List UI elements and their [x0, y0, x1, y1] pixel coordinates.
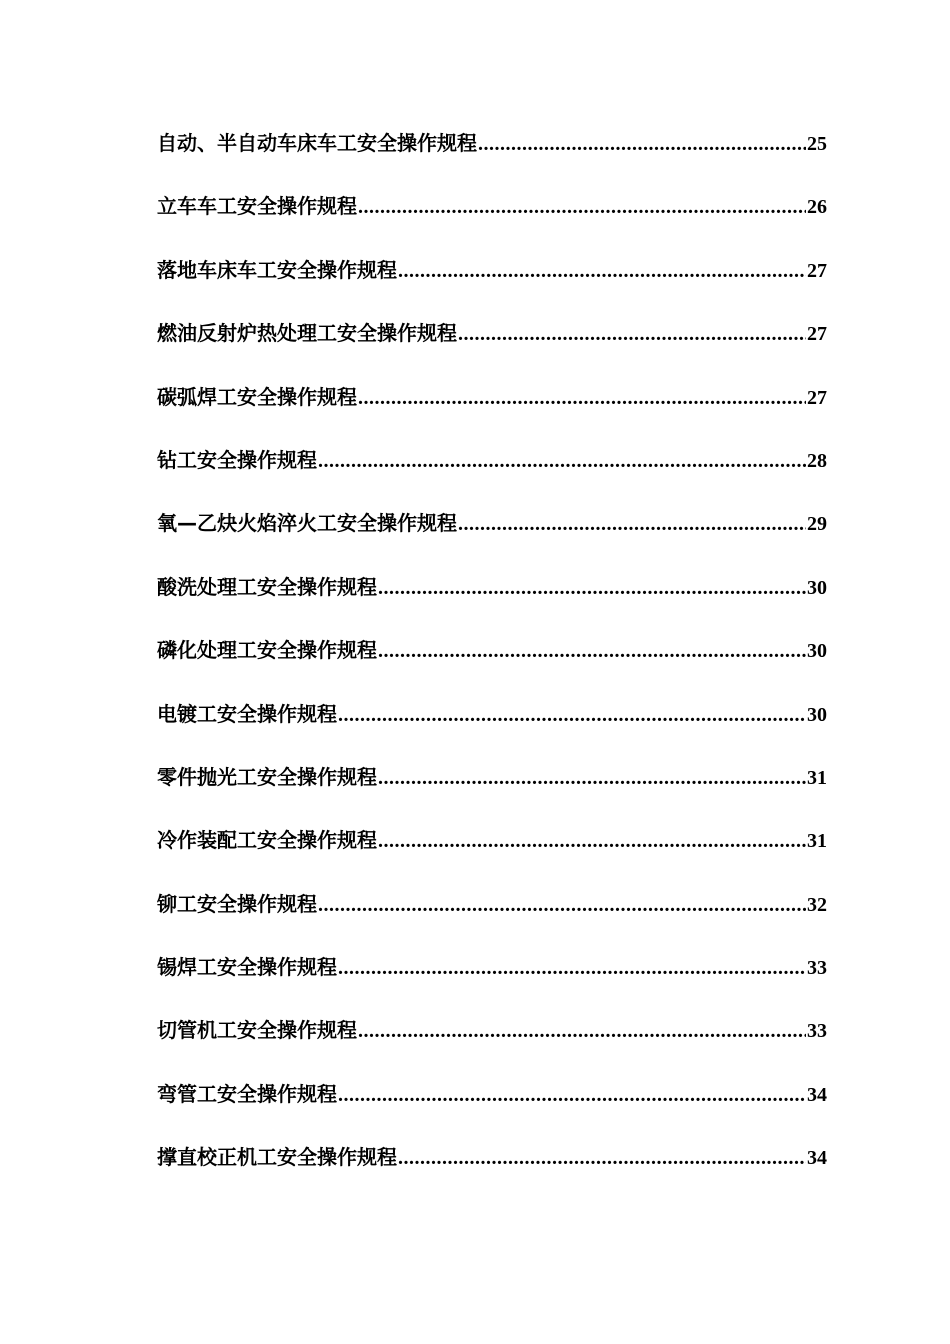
toc-entry-page: 27: [807, 386, 827, 409]
toc-dot-leader: [458, 323, 806, 346]
toc-entry-page: 27: [807, 259, 827, 282]
toc-entry-title: 碳弧焊工安全操作规程: [157, 384, 357, 409]
toc-entry-page: 31: [807, 830, 827, 853]
toc-entry-title: 零件抛光工安全操作规程: [157, 764, 377, 789]
toc-entry-title: 磷化处理工安全操作规程: [157, 638, 377, 663]
toc-dot-leader: [458, 513, 806, 536]
toc-entry-page: 34: [807, 1083, 827, 1106]
toc-entry-page: 30: [807, 640, 827, 663]
toc-entry[interactable]: [157, 1078, 827, 1141]
toc-dot-leader: [398, 1147, 806, 1170]
toc-entry[interactable]: [157, 127, 827, 190]
toc-entry-title: 氧—乙炔火焰淬火工安全操作规程: [157, 511, 457, 536]
toc-entry-title: 钻工安全操作规程: [157, 447, 317, 472]
toc-entry-page: 31: [807, 766, 827, 789]
toc-dot-leader: [378, 830, 806, 853]
toc-entry[interactable]: [157, 1014, 827, 1077]
toc-entry-page: 26: [807, 196, 827, 219]
toc-entry[interactable]: [157, 507, 827, 570]
toc-entry[interactable]: [157, 761, 827, 824]
toc-entry-title: 弯管工安全操作规程: [157, 1081, 337, 1106]
toc-entry[interactable]: [157, 381, 827, 444]
toc-entry-title: 酸洗处理工安全操作规程: [157, 574, 377, 599]
toc-entry-page: 33: [807, 957, 827, 980]
toc-dot-leader: [338, 957, 806, 980]
table-of-contents: [157, 127, 827, 1205]
toc-entry[interactable]: [157, 698, 827, 761]
toc-dot-leader: [338, 1084, 806, 1107]
toc-entry-page: 27: [807, 323, 827, 346]
toc-dot-leader: [478, 133, 806, 156]
toc-dot-leader: [358, 196, 806, 219]
toc-dot-leader: [318, 450, 806, 473]
toc-entry-title: 切管机工安全操作规程: [157, 1018, 357, 1043]
toc-entry[interactable]: [157, 951, 827, 1014]
toc-entry-page: 28: [807, 449, 827, 472]
toc-entry[interactable]: [157, 254, 827, 317]
toc-dot-leader: [358, 1020, 806, 1043]
toc-entry-title: 燃油反射炉热处理工安全操作规程: [157, 321, 457, 346]
toc-entry[interactable]: [157, 444, 827, 507]
toc-dot-leader: [378, 640, 806, 663]
toc-dot-leader: [378, 577, 806, 600]
toc-entry-title: 铆工安全操作规程: [157, 891, 317, 916]
toc-entry-title: 自动、半自动车床车工安全操作规程: [157, 131, 477, 155]
toc-entry-title: 立车车工安全操作规程: [157, 194, 357, 219]
toc-entry-page: 29: [807, 513, 827, 536]
toc-entry[interactable]: [157, 824, 827, 887]
toc-entry-page: 25: [807, 133, 827, 155]
toc-entry[interactable]: [157, 634, 827, 697]
toc-entry[interactable]: [157, 190, 827, 253]
toc-entry[interactable]: [157, 317, 827, 380]
toc-dot-leader: [358, 387, 806, 410]
toc-entry-page: 34: [807, 1147, 827, 1170]
toc-dot-leader: [318, 894, 806, 917]
toc-entry-page: 30: [807, 703, 827, 726]
toc-entry-page: 33: [807, 1020, 827, 1043]
toc-entry-title: 冷作装配工安全操作规程: [157, 828, 377, 853]
toc-entry[interactable]: [157, 571, 827, 634]
toc-entry-title: 电镀工安全操作规程: [157, 701, 337, 726]
toc-entry-title: 落地车床车工安全操作规程: [157, 257, 397, 282]
toc-entry-title: 锡焊工安全操作规程: [157, 955, 337, 980]
toc-entry-page: 30: [807, 576, 827, 599]
toc-dot-leader: [338, 704, 806, 727]
toc-dot-leader: [398, 260, 806, 283]
toc-entry[interactable]: [157, 888, 827, 951]
toc-dot-leader: [378, 767, 806, 790]
toc-entry-page: 32: [807, 893, 827, 916]
toc-entry-title: 撑直校正机工安全操作规程: [157, 1145, 397, 1170]
toc-entry[interactable]: [157, 1141, 827, 1204]
